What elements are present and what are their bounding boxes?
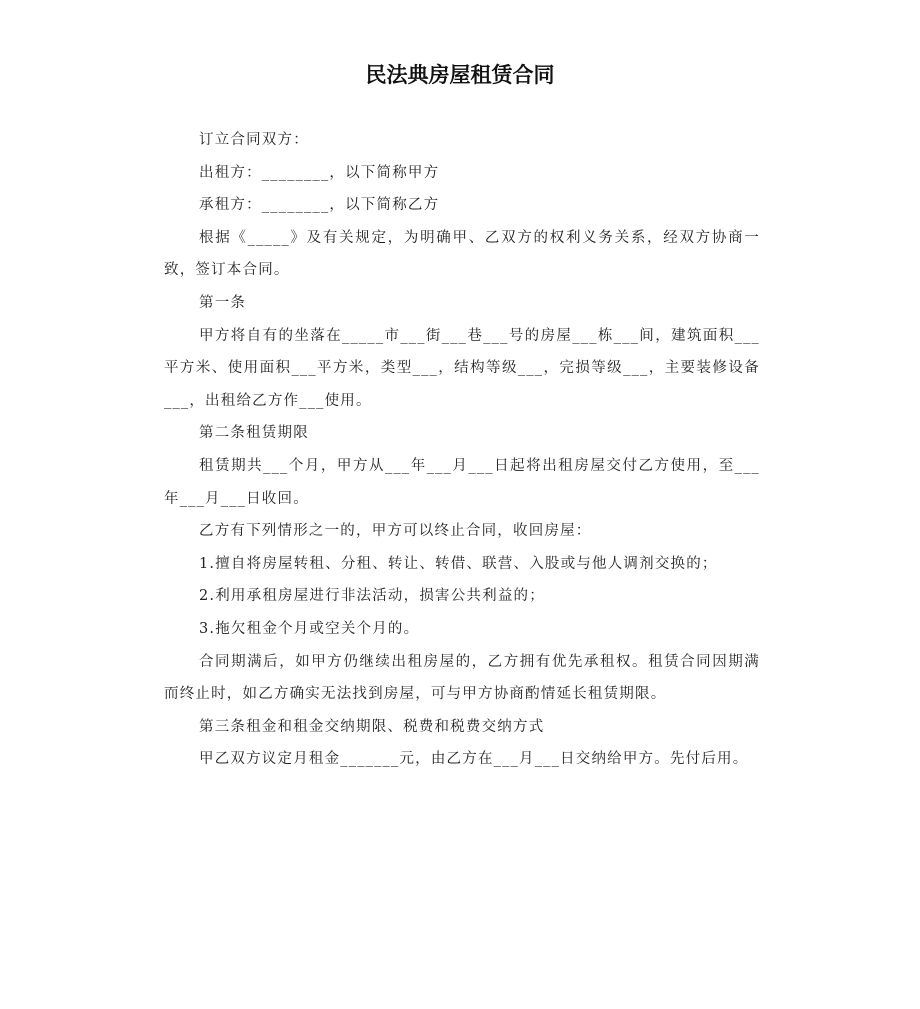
list-item-termination-2: 2.利用承租房屋进行非法活动，损害公共利益的； bbox=[199, 588, 545, 605]
heading-article-2: 第二条租赁期限 bbox=[199, 425, 309, 442]
heading-article-1: 第一条 bbox=[199, 294, 247, 311]
paragraph-lease-term: 租赁期共___个月，甲方从___年___月___日起将出租房屋交付乙方使用，至___年___月___日收回。 bbox=[164, 457, 760, 507]
list-item-termination-1: 1.擅自将房屋转租、分租、转让、转借、联营、入股或与他人调剂交换的； bbox=[199, 555, 718, 572]
paragraph-parties-intro: 订立合同双方： bbox=[199, 132, 309, 148]
paragraph-premises: 甲方将自有的坐落在_____市___街___巷___号的房屋___栋___间，建筑面积___平方米、使用面积___平方米，类型___，结构等级___，完损等级___，主要装修设备___，出租给乙方作___使用。 bbox=[164, 327, 760, 409]
paragraph-termination-intro: 乙方有下列情形之一的，甲方可以终止合同，收回房屋： bbox=[199, 523, 592, 540]
paragraph-renewal: 合同期满后，如甲方仍继续出租房屋的，乙方拥有优先承租权。租赁合同因期满而终止时，如乙方确实无法找到房屋，可与甲方协商酌情延长租赁期限。 bbox=[164, 653, 760, 703]
paragraph-basis: 根据《_____》及有关规定，为明确甲、乙双方的权利义务关系，经双方协商一致，签订本合同。 bbox=[164, 229, 760, 279]
heading-article-3: 第三条租金和租金交纳期限、税费和税费交纳方式 bbox=[199, 718, 545, 735]
paragraph-lessee: 承租方：________，以下简称乙方 bbox=[199, 197, 440, 214]
paragraph-lessor: 出租方：________，以下简称甲方 bbox=[199, 164, 440, 181]
contract-body bbox=[164, 124, 760, 776]
list-item-termination-3: 3.拖欠租金个月或空关个月的。 bbox=[199, 620, 420, 637]
document-title: 民法典房屋租赁合同 bbox=[365, 63, 555, 87]
paragraph-rent: 甲乙双方议定月租金_______元，由乙方在___月___日交纳给甲方。先付后用。 bbox=[199, 751, 749, 768]
